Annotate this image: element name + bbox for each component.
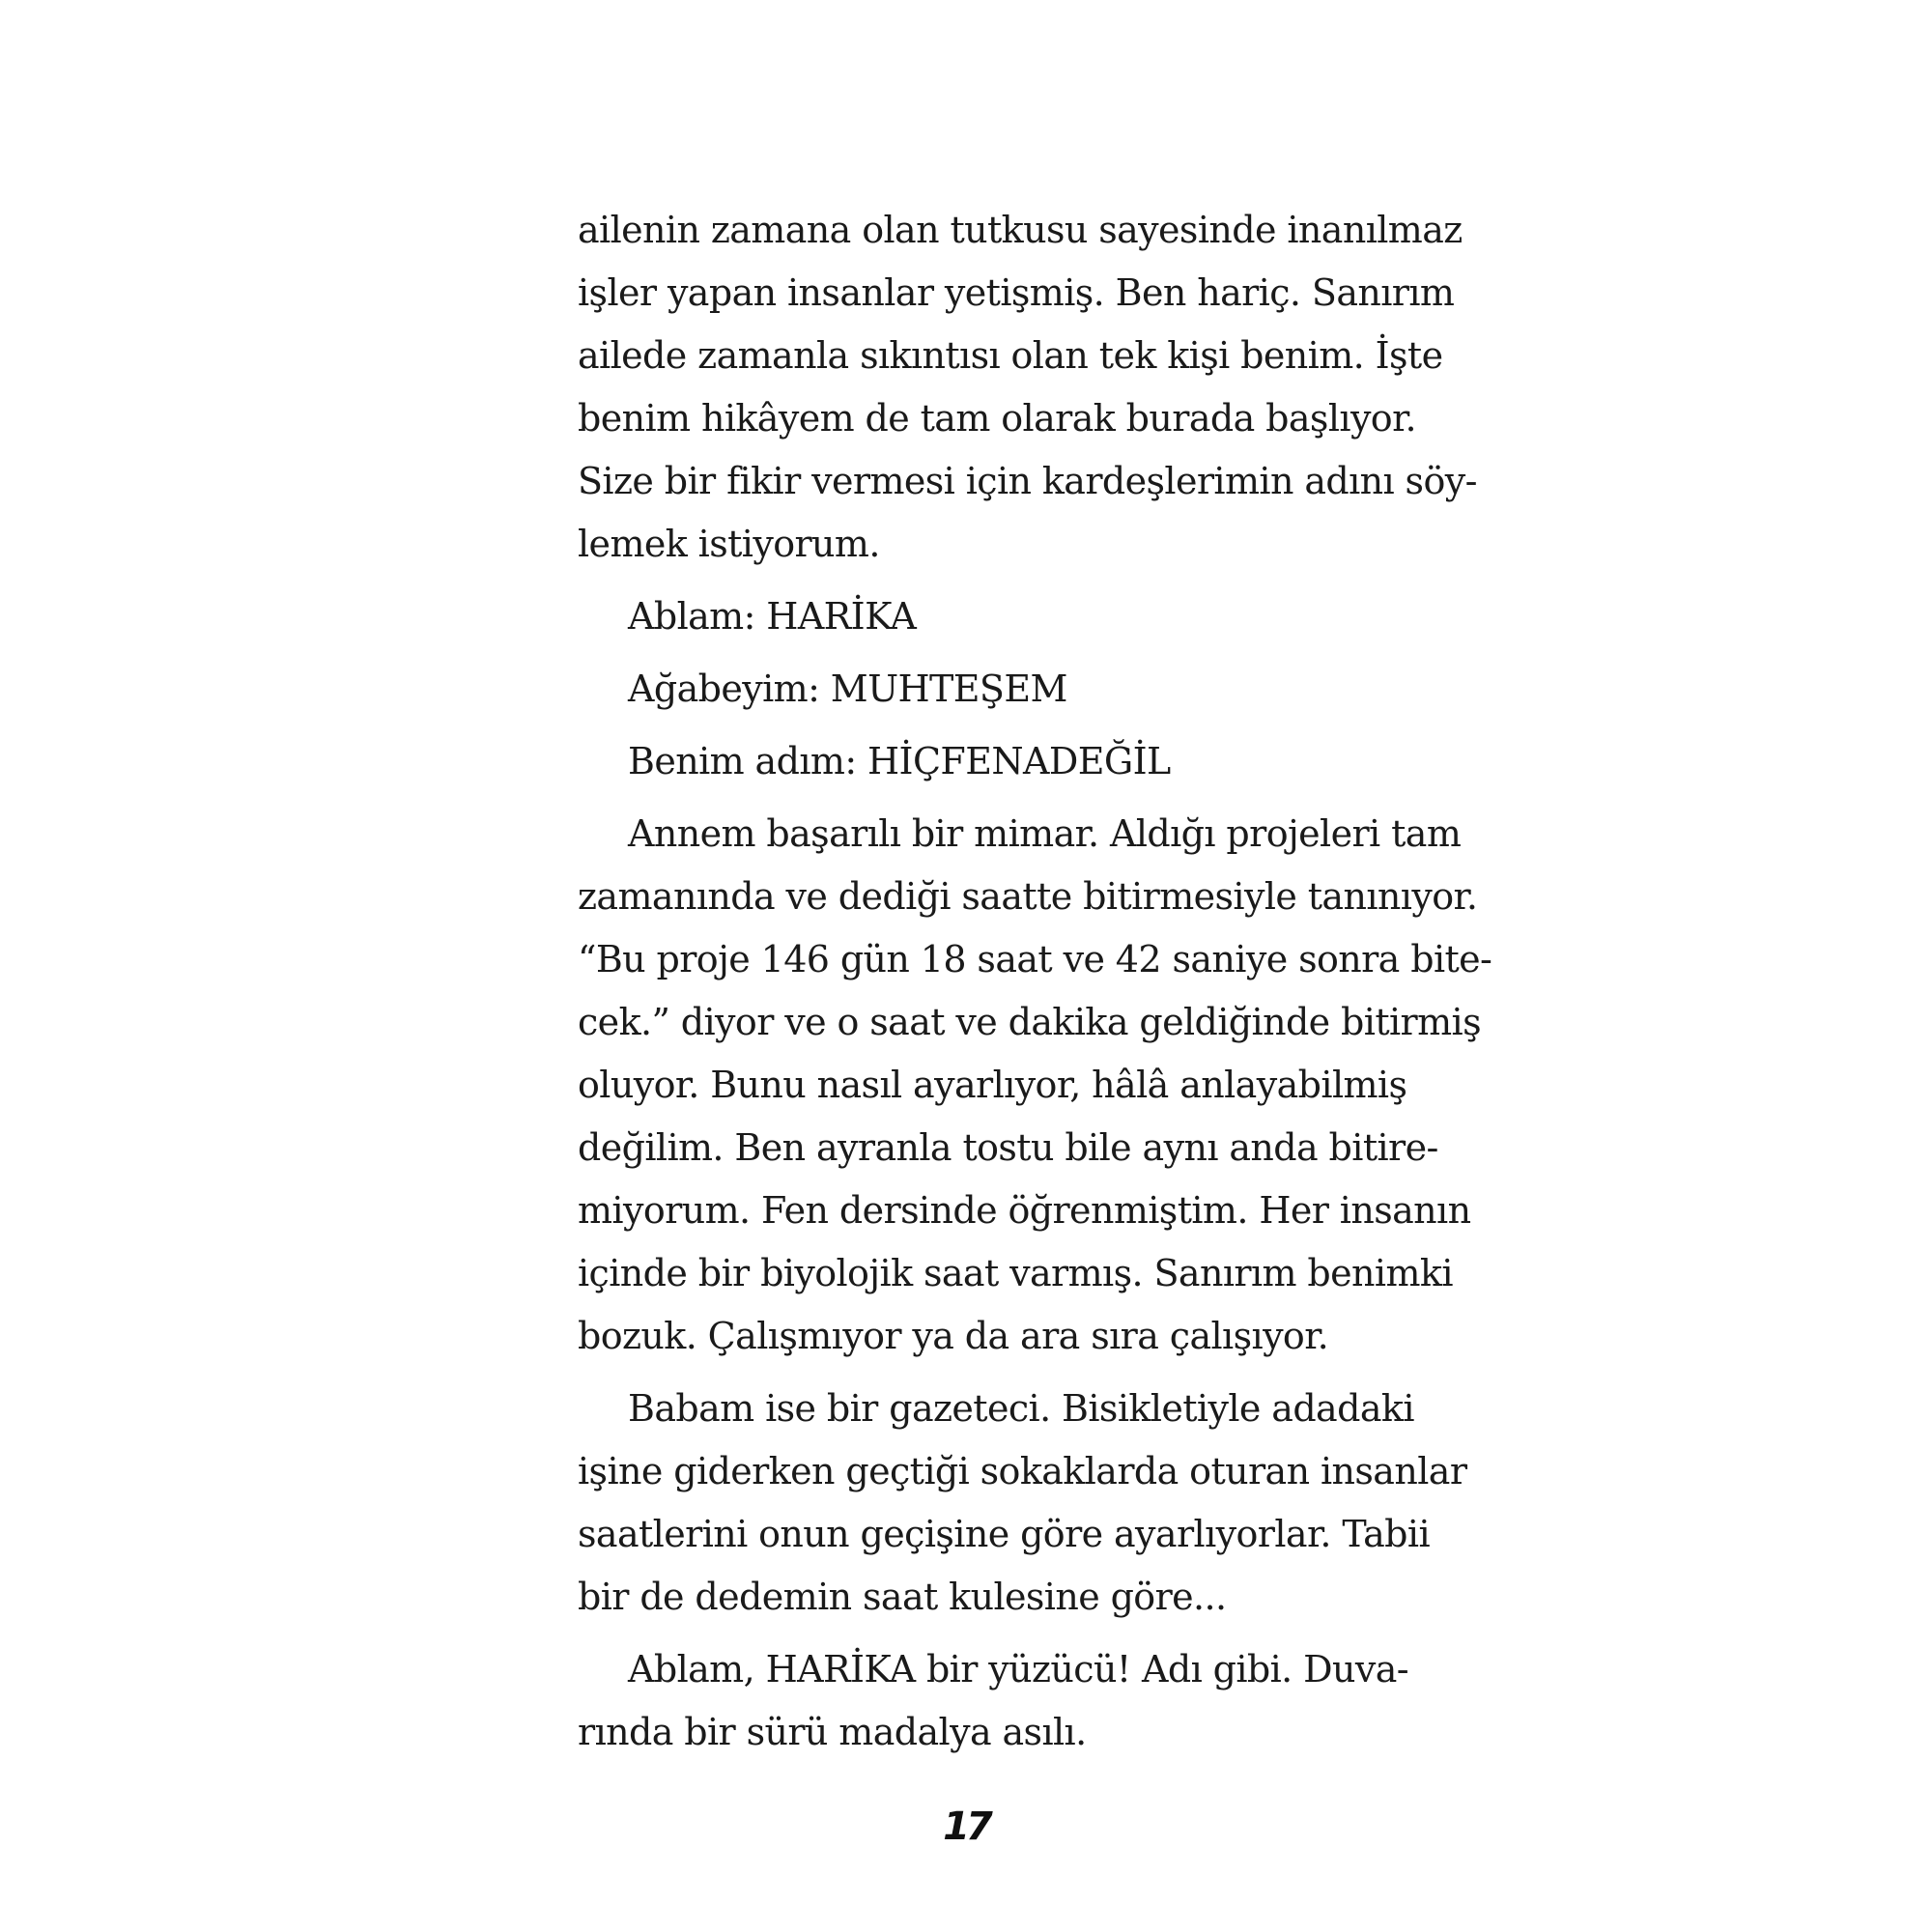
page-number: 17 (943, 1804, 989, 1849)
text-line: Ablam: HARİKA (628, 595, 917, 638)
text-line: ailenin zamana olan tutkusu sayesinde inanılmaz (578, 209, 1463, 251)
text-line: Size bir fikir vermesi için kardeşlerimin adını söy- (578, 460, 1477, 502)
text-line: cek.” diyor ve o saat ve dakika geldiğinde bitirmiş (578, 1001, 1482, 1043)
text-line: oluyor. Bunu nasıl ayarlıyor, hâlâ anlayabilmiş (578, 1064, 1407, 1106)
paragraph (578, 1638, 1409, 1764)
text-line: Ağabeyim: MUHTEŞEM (628, 668, 1067, 710)
text-line: Benim adım: HİÇFENADEĞİL (628, 740, 1171, 782)
text-line: işler yapan insanlar yetişmiş. Ben hariç. Sanırım (578, 271, 1455, 314)
text-line: zamanında ve dediği saatte bitirmesiyle tanınıyor. (578, 875, 1478, 918)
paragraph (578, 1378, 1467, 1629)
text-line: Annem başarılı bir mimar. Aldığı projeleri tam (628, 812, 1462, 855)
paragraph (578, 199, 1477, 576)
text-line: Babam ise bir gazeteci. Bisikletiyle adadaki (628, 1387, 1414, 1430)
text-line: içinde bir biyolojik saat varmış. Sanırım benimki (578, 1252, 1453, 1294)
text-line: miyorum. Fen dersinde öğrenmiştim. Her insanın (578, 1189, 1471, 1232)
text-line: ailede zamanla sıkıntısı olan tek kişi benim. İşte (578, 334, 1443, 377)
text-line: Ablam, HARİKA bir yüzücü! Adı gibi. Duva- (628, 1648, 1409, 1690)
text-line: saatlerini onun geçişine göre ayarlıyorlar. Tabii (578, 1513, 1431, 1555)
text-line: değilim. Ben ayranla tostu bile aynı anda bitire- (578, 1126, 1438, 1169)
paragraph (578, 803, 1492, 1368)
body-text (578, 199, 1492, 1764)
text-line: bir de dedemin saat kulesine göre... (578, 1576, 1227, 1618)
text-line: rında bir sürü madalya asılı. (578, 1711, 1087, 1753)
text-line: işine giderken geçtiği sokaklarda oturan insanlar (578, 1450, 1467, 1492)
text-line: benim hikâyem de tam olarak burada başlıyor. (578, 397, 1416, 440)
paragraph (578, 585, 1395, 648)
text-line: “Bu proje 146 gün 18 saat ve 42 saniye sonra bite- (578, 938, 1492, 980)
text-line: lemek istiyorum. (578, 523, 880, 565)
paragraph (578, 730, 1395, 793)
text-line: bozuk. Çalışmıyor ya da ara sıra çalışıyor. (578, 1315, 1329, 1357)
paragraph (578, 658, 1395, 721)
